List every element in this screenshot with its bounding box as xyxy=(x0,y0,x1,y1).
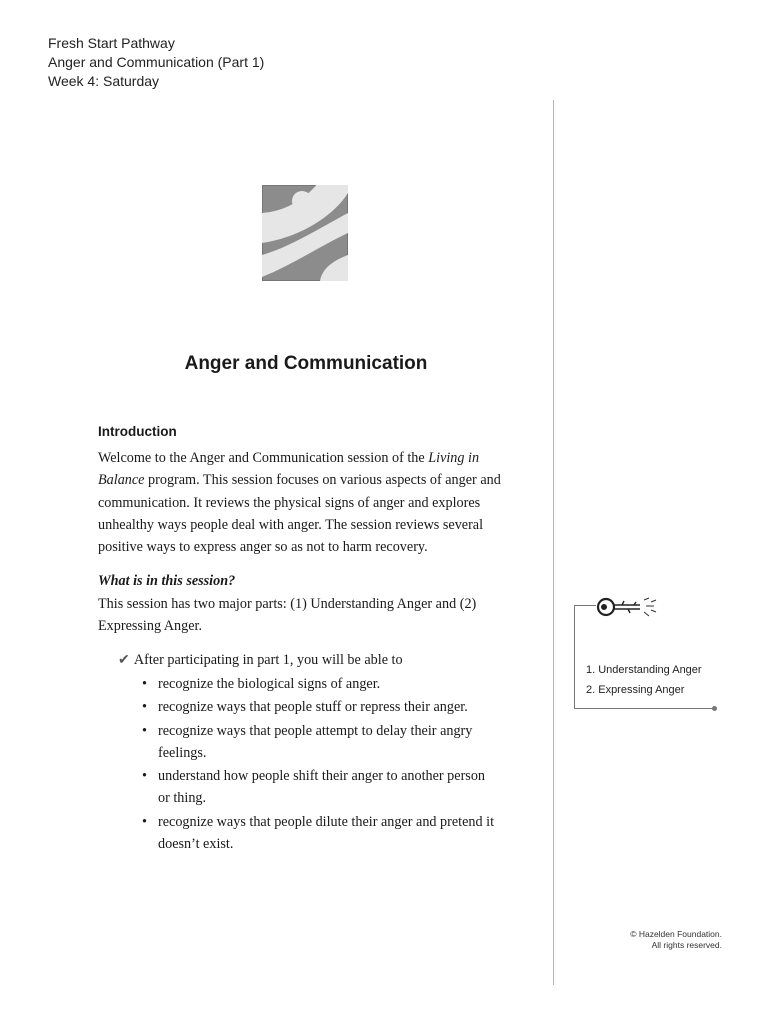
list-item-text: recognize the biological signs of anger. xyxy=(158,675,381,692)
session-parts-text: This session has two major parts: (1) Understanding Anger and (2) Expressing Anger. xyxy=(98,595,477,635)
copyright-line: © Hazelden Foundation. xyxy=(630,929,722,939)
list-item xyxy=(140,811,498,855)
session-parts-list xyxy=(586,660,702,700)
copyright-notice xyxy=(630,929,722,951)
list-item xyxy=(140,673,498,695)
box-border-bottom xyxy=(574,708,714,709)
box-border-left xyxy=(574,606,575,708)
bullet-icon: • xyxy=(142,699,147,716)
list-item-text: understand how people shift their anger to another person or thing. xyxy=(158,768,486,807)
introduction-paragraph xyxy=(98,447,518,558)
page-title: Anger and Communication xyxy=(184,353,428,374)
list-item-text: recognize ways that people stuff or repress their anger. xyxy=(158,699,468,716)
list-item-text: recognize ways that people dilute their anger and pretend it doesn’t exist. xyxy=(158,813,495,852)
page-header xyxy=(48,34,264,91)
list-item-text: recognize ways that people attempt to delay their angry feelings. xyxy=(158,722,473,761)
bullet-icon: • xyxy=(142,722,147,739)
checkmark-icon: ✔ xyxy=(118,652,130,669)
bullet-icon: • xyxy=(142,813,147,830)
objectives-lead xyxy=(118,649,518,671)
box-end-dot xyxy=(712,706,717,711)
intro-text-part-1: Welcome to the Anger and Communication session of the xyxy=(98,450,429,466)
sidebar-item: 1. Understanding Anger xyxy=(586,664,702,676)
session-question: What is in this session? xyxy=(98,573,236,590)
box-border-top xyxy=(574,605,596,606)
header-session: Anger and Communication (Part 1) xyxy=(48,54,265,70)
introduction-heading: Introduction xyxy=(98,424,177,439)
column-divider xyxy=(553,100,554,985)
program-name: Living in Balance xyxy=(98,450,480,489)
intro-text-part-2: program. This session focuses on various aspects of anger and communication. It reviews the physical signs of anger and explores unhealthy ways people deal with anger. The session reviews several positive ways to express anger so as not to harm recovery. xyxy=(98,472,501,556)
living-in-balance-logo-icon xyxy=(262,185,348,281)
list-item xyxy=(140,696,498,718)
session-parts-box xyxy=(574,596,718,712)
main-content xyxy=(98,424,518,855)
header-week: Week 4: Saturday xyxy=(48,73,160,89)
bullet-icon: • xyxy=(142,675,147,692)
header-program: Fresh Start Pathway xyxy=(48,35,175,51)
rights-line: All rights reserved. xyxy=(651,940,722,950)
list-item xyxy=(140,765,498,809)
objectives-lead-text: After participating in part 1, you will be able to xyxy=(133,652,403,669)
sidebar-item: 2. Expressing Anger xyxy=(586,684,685,696)
bullet-icon: • xyxy=(142,768,147,785)
objectives-list xyxy=(98,673,518,855)
key-icon xyxy=(594,596,660,620)
list-item xyxy=(140,720,498,764)
